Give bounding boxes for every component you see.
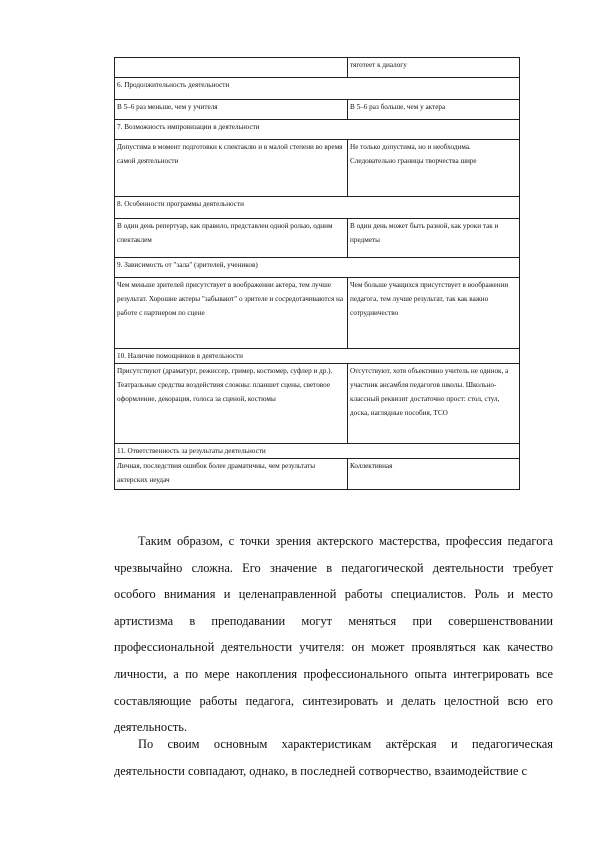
actor-cell: Допустима в момент подготовки к спектаклю и в малой степени во время самой деятельности — [115, 140, 348, 197]
table-section-row — [115, 78, 520, 100]
table-row — [115, 140, 520, 197]
teacher-cell: Коллективная — [348, 459, 520, 490]
teacher-cell: Отсутствуют, хотя объективно учитель не одинок, а участник ансамбля педагогов школы. Школьно-классный реквизит достаточно прост: стол, стул, доска, наглядные пособия, ТСО — [348, 364, 520, 444]
teacher-cell: Чем больше учащихся присутствует в воображении педагога, тем лучше результат, так как важно сотрудничество — [348, 278, 520, 349]
teacher-cell: тяготеет к диалогу — [348, 58, 520, 78]
table-section-row — [115, 349, 520, 364]
actor-cell: Присутствуют (драматург, режиссер, гример, костюмер, суфлер и др.). Театральные средства воздействия сложны: планшет сцены, световое оформление, декорация, голоса за сценой, костюмы — [115, 364, 348, 444]
table-row — [115, 58, 520, 78]
section-header-cell: 7. Возможность импровизации в деятельности — [115, 120, 520, 140]
actor-cell: Личная, последствия ошибок более драматичны, чем результаты актерских неудач — [115, 459, 348, 490]
table-section-row — [115, 444, 520, 459]
section-header-cell: 8. Особенности программы деятельности — [115, 197, 520, 219]
teacher-cell: В один день может быть разной, как уроки так и предметы — [348, 219, 520, 258]
table-row — [115, 278, 520, 349]
section-header-cell: 10. Наличие помощников в деятельности — [115, 349, 520, 364]
table-row — [115, 219, 520, 258]
teacher-cell: Не только допустима, но и необходима. Следовательно границы творчества шире — [348, 140, 520, 197]
actor-cell: В 5–6 раз меньше, чем у учителя — [115, 100, 348, 120]
comparison-table-body — [115, 58, 520, 490]
actor-cell: В один день репертуар, как правило, представлен одной ролью, одним спектаклем — [115, 219, 348, 258]
actor-cell: Чем меньше зрителей присутствует в воображении актера, тем лучше результат. Хорошие актеры "забывают" о зрителе и сосредотачиваются на работе с партнером по сцене — [115, 278, 348, 349]
table-section-row — [115, 197, 520, 219]
comparison-table — [114, 57, 520, 490]
table-section-row — [115, 258, 520, 278]
conclusion-paragraph: Таким образом, с точки зрения актерского мастерства, профессия педагога чрезвычайно сложна. Его значение в педагогической деятельности требует особого внимания и целенаправленной работы специалистов. Роль и место артистизма в преподавании могут меняться при совершенствовании профессиональной деятельности учителя: он может проявляться как качество личности, а по мере накопления профессионального опыта интегрировать все составляющие работы педагога, синтезировать и делать целостной всю его деятельность. — [114, 534, 553, 735]
table-row — [115, 100, 520, 120]
table-row — [115, 364, 520, 444]
actor-cell — [115, 58, 348, 78]
table-row — [115, 459, 520, 490]
section-header-cell: 9. Зависимость от "зала" (зрителей, учеников) — [115, 258, 520, 278]
section-header-cell: 6. Продолжительность деятельности — [115, 78, 520, 100]
teacher-cell: В 5–6 раз больше, чем у актера — [348, 100, 520, 120]
continuation-paragraph: По своим основным характеристикам актёрская и педагогическая деятельности совпадают, однако, в последней сотворчество, взаимодействие с — [114, 737, 553, 778]
table-section-row — [115, 120, 520, 140]
section-header-cell: 11. Ответственность за результаты деятельности — [115, 444, 520, 459]
